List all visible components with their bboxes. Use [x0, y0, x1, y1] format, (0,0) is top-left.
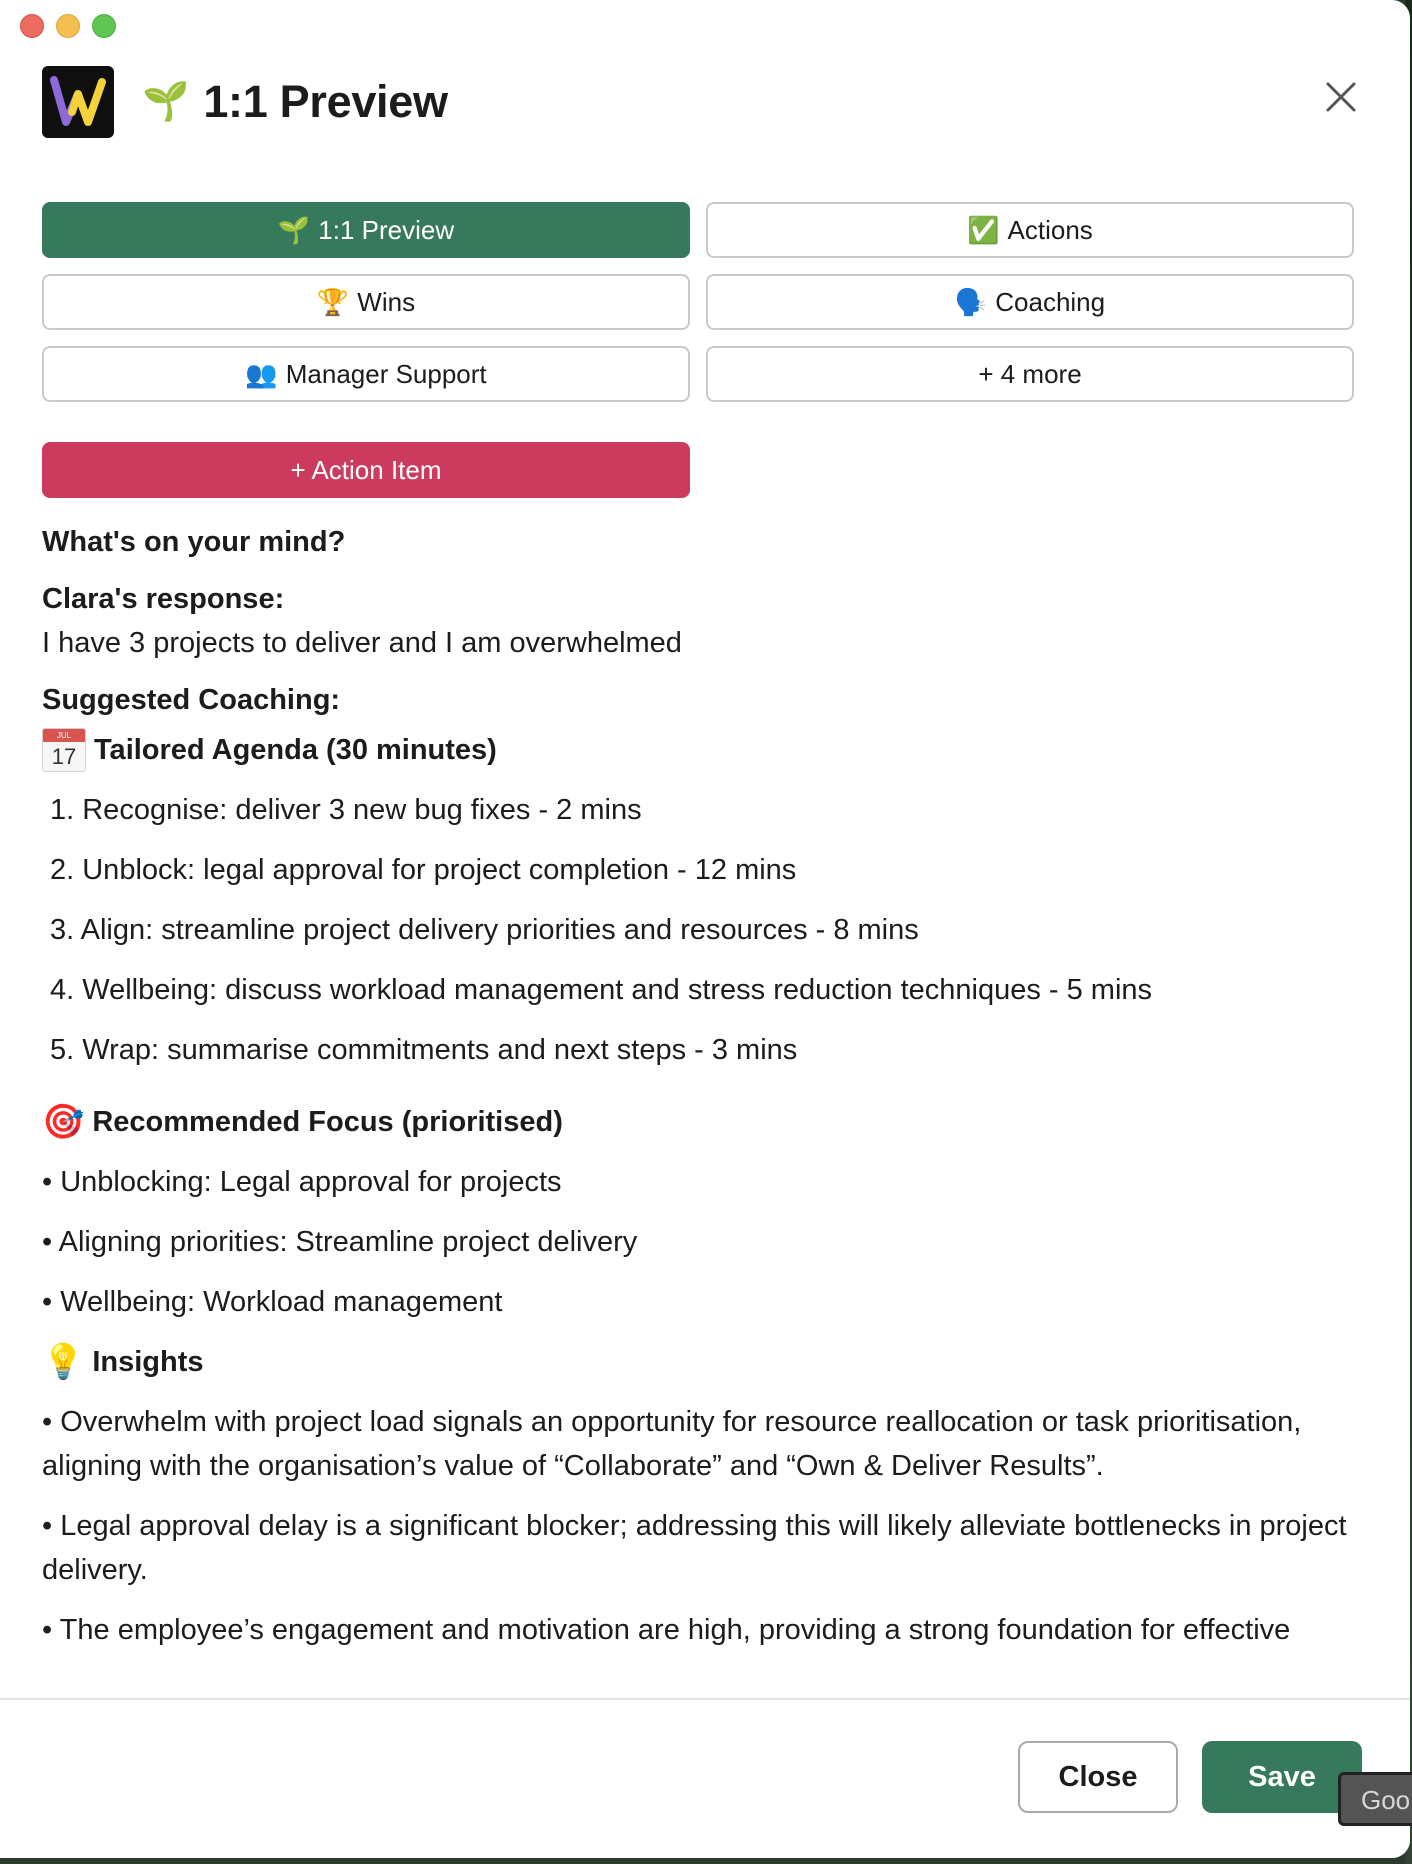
insight-item: • Overwhelm with project load signals an opportunity for resource reallocation or task prioritisation, aligning with the organisation’s value of “Collaborate” and “Own & Deliver Results”.: [42, 1406, 1302, 1482]
trophy-icon: 🏆: [316, 286, 350, 317]
app-logo-icon: [42, 66, 114, 138]
check-mark-icon: ✅: [967, 214, 1000, 245]
tab-manager-support[interactable]: [42, 346, 690, 402]
modal-header: [42, 66, 448, 138]
insight-item: • Legal approval delay is a significant blocker; addressing this will likely alleviate bottlenecks in project delivery.: [42, 1510, 1347, 1586]
tab-label: Manager Support: [285, 358, 487, 389]
close-icon[interactable]: [1324, 80, 1358, 114]
seedling-icon: 🌱: [277, 214, 311, 245]
tab-button-grid: [42, 202, 1354, 402]
calendar-day: 17: [51, 744, 77, 769]
agenda-item: 2. Unblock: legal approval for project completion - 12 mins: [50, 854, 797, 886]
add-action-item-button[interactable]: + Action Item: [42, 442, 690, 498]
focus-item: • Unblocking: Legal approval for projects: [42, 1166, 562, 1198]
tab-label: + 4 more: [978, 358, 1082, 389]
agenda-item: 1. Recognise: deliver 3 new bug fixes - 2 mins: [50, 794, 642, 826]
focus-item: • Wellbeing: Workload management: [42, 1286, 503, 1318]
seedling-icon: 🌱: [142, 81, 190, 123]
agenda-item: 5. Wrap: summarise commitments and next steps - 3 mins: [50, 1034, 798, 1066]
modal-title: 1:1 Preview: [203, 76, 448, 127]
light-bulb-icon: 💡: [42, 1343, 85, 1381]
people-icon: 👥: [245, 358, 278, 389]
focus-list: [42, 1160, 1362, 1324]
agenda-title: Tailored Agenda (30 minutes): [94, 734, 497, 766]
tab-coaching[interactable]: [706, 274, 1354, 330]
agenda-item: 3. Align: streamline project delivery priorities and resources - 8 mins: [50, 914, 919, 946]
modal-footer: [0, 1698, 1410, 1858]
close-button[interactable]: Close: [1018, 1741, 1178, 1813]
speaking-head-icon: 🗣️: [954, 286, 988, 317]
tab-1-1-preview[interactable]: [42, 202, 690, 258]
calendar-month: JUL: [43, 729, 85, 742]
calendar-icon: [42, 728, 86, 772]
insights-heading: [42, 1340, 1362, 1384]
tab-actions[interactable]: [706, 202, 1354, 258]
target-icon: 🎯: [42, 1103, 85, 1141]
partial-tooltip: Goo: [1338, 1772, 1412, 1826]
more-tabs-button[interactable]: [706, 346, 1354, 402]
focus-heading: [42, 1100, 1362, 1144]
suggested-coaching-label: Suggested Coaching:: [42, 684, 341, 716]
maximize-window-icon[interactable]: [92, 14, 116, 38]
tab-label: Wins: [357, 286, 416, 317]
tab-label: 1:1 Preview: [318, 214, 455, 245]
insights-title: Insights: [92, 1346, 204, 1378]
response-label: Clara's response:: [42, 583, 285, 615]
tab-wins[interactable]: [42, 274, 690, 330]
focus-title: Recommended Focus (prioritised): [92, 1106, 563, 1138]
preview-content: [42, 520, 1362, 1652]
insights-list: [42, 1400, 1362, 1652]
tab-label: Coaching: [995, 286, 1106, 317]
question-heading: What's on your mind?: [42, 526, 346, 558]
focus-item: • Aligning priorities: Streamline project delivery: [42, 1226, 638, 1258]
save-button[interactable]: Save: [1202, 1741, 1362, 1813]
agenda-list: [42, 788, 1362, 1072]
close-window-icon[interactable]: [20, 14, 44, 38]
minimize-window-icon[interactable]: [56, 14, 80, 38]
response-text: I have 3 projects to deliver and I am overwhelmed: [42, 627, 682, 659]
agenda-heading: [42, 728, 1362, 772]
tab-label: Actions: [1007, 214, 1093, 245]
insight-item: • The employee’s engagement and motivation are high, providing a strong foundation for effective: [42, 1614, 1291, 1646]
agenda-item: 4. Wellbeing: discuss workload management and stress reduction techniques - 5 mins: [50, 974, 1153, 1006]
window-controls: [20, 14, 116, 38]
